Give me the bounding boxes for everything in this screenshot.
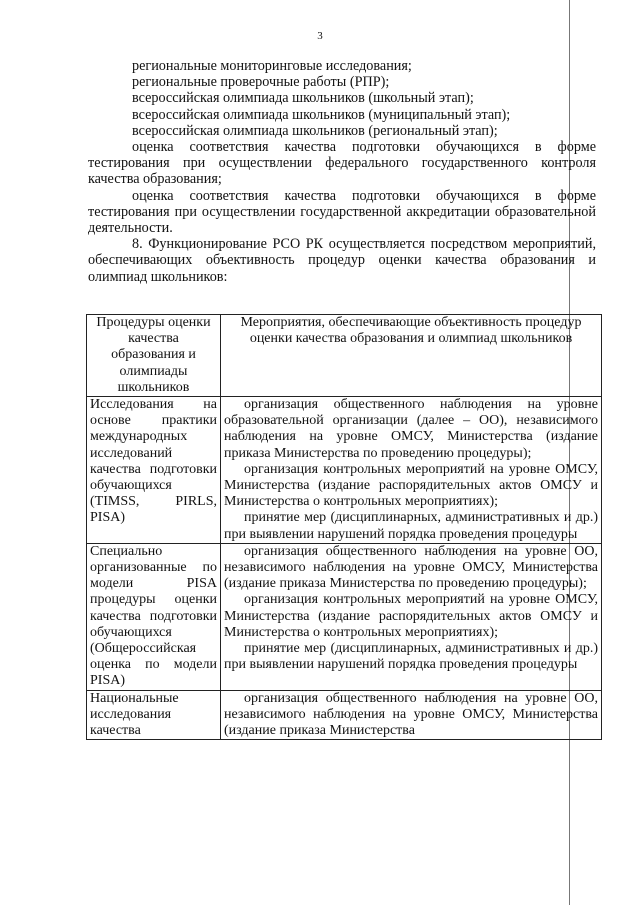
table-header-cell: Процедуры оценки качества образования и олимпиады школьников — [87, 315, 221, 397]
paragraph-section-8: 8. Функционирование РСО РК осуществляется посредством мероприятий, обеспечивающих объективность процедур оценки качества образования и олимпиад школьников: — [88, 236, 596, 285]
table-header-cell: Мероприятия, обеспечивающие объективность процедур оценки качества образования и олимпиад школьников — [221, 315, 602, 397]
table-row — [87, 690, 602, 740]
paragraph: оценка соответствия качества подготовки обучающихся в форме тестирования при осуществлении федерального государственного контроля качества образования; — [88, 139, 596, 188]
list-item: всероссийская олимпиада школьников (муниципальный этап); — [132, 106, 511, 123]
procedure-cell: Специально организованные по модели PISA процедуры оценки качества подготовки обучающихся (Общероссийская оценка по модели PISA) — [87, 543, 221, 690]
measure-item: организация контрольных мероприятий на уровне ОМСУ, Министерства (издание распорядительных актов ОМСУ и Министерства о контрольных мероприятиях); — [224, 592, 598, 640]
measure-item: принятие мер (дисциплинарных, административных и др.) при выявлении нарушений порядка проведения процедуры — [224, 641, 598, 673]
table-header-row — [87, 315, 602, 397]
measure-item: организация общественного наблюдения на уровне ОО, независимого наблюдения на уровне ОМСУ, Министерства (издание приказа Министерства по проведению процедуры); — [224, 543, 598, 592]
page-number: 3 — [317, 30, 323, 42]
measures-cell — [221, 397, 602, 544]
measures-cell — [221, 543, 602, 690]
measure-item: принятие мер (дисциплинарных, административных и др.) при выявлении нарушений порядка проведения процедуры — [224, 510, 598, 542]
measure-item: организация общественного наблюдения на уровне ОО, независимого наблюдения на уровне ОМСУ, Министерства (издание приказа Министерства — [224, 690, 598, 739]
list-item: всероссийская олимпиада школьников (школьный этап); — [132, 90, 474, 107]
list-item: всероссийская олимпиада школьников (региональный этап); — [132, 122, 498, 139]
list-item: региональные мониторинговые исследования; — [132, 58, 412, 74]
measure-item: организация общественного наблюдения на уровне образовательной организации (далее – ОО), независимого наблюдения на уровне ОМСУ, Министерства (издание приказа Министерства по проведению процедуры); — [224, 397, 598, 461]
measures-cell — [221, 690, 602, 740]
table-row — [87, 397, 602, 544]
procedures-table — [86, 314, 602, 740]
measure-item: организация контрольных мероприятий на уровне ОМСУ, Министерства (издание распорядительных актов ОМСУ и Министерства о контрольных мероприятиях); — [224, 461, 598, 510]
paragraph: оценка соответствия качества подготовки обучающихся в форме тестирования при осуществлении государственной аккредитации образовательной деятельности. — [88, 187, 596, 237]
procedure-cell: Исследования на основе практики международных исследований качества подготовки обучающихся (TIMSS, PIRLS, PISA) — [87, 397, 221, 544]
body-text — [88, 58, 596, 285]
list-item: региональные проверочные работы (РПР); — [132, 74, 390, 91]
table-row — [87, 543, 602, 690]
procedure-cell: Национальные исследования качества — [87, 690, 221, 740]
